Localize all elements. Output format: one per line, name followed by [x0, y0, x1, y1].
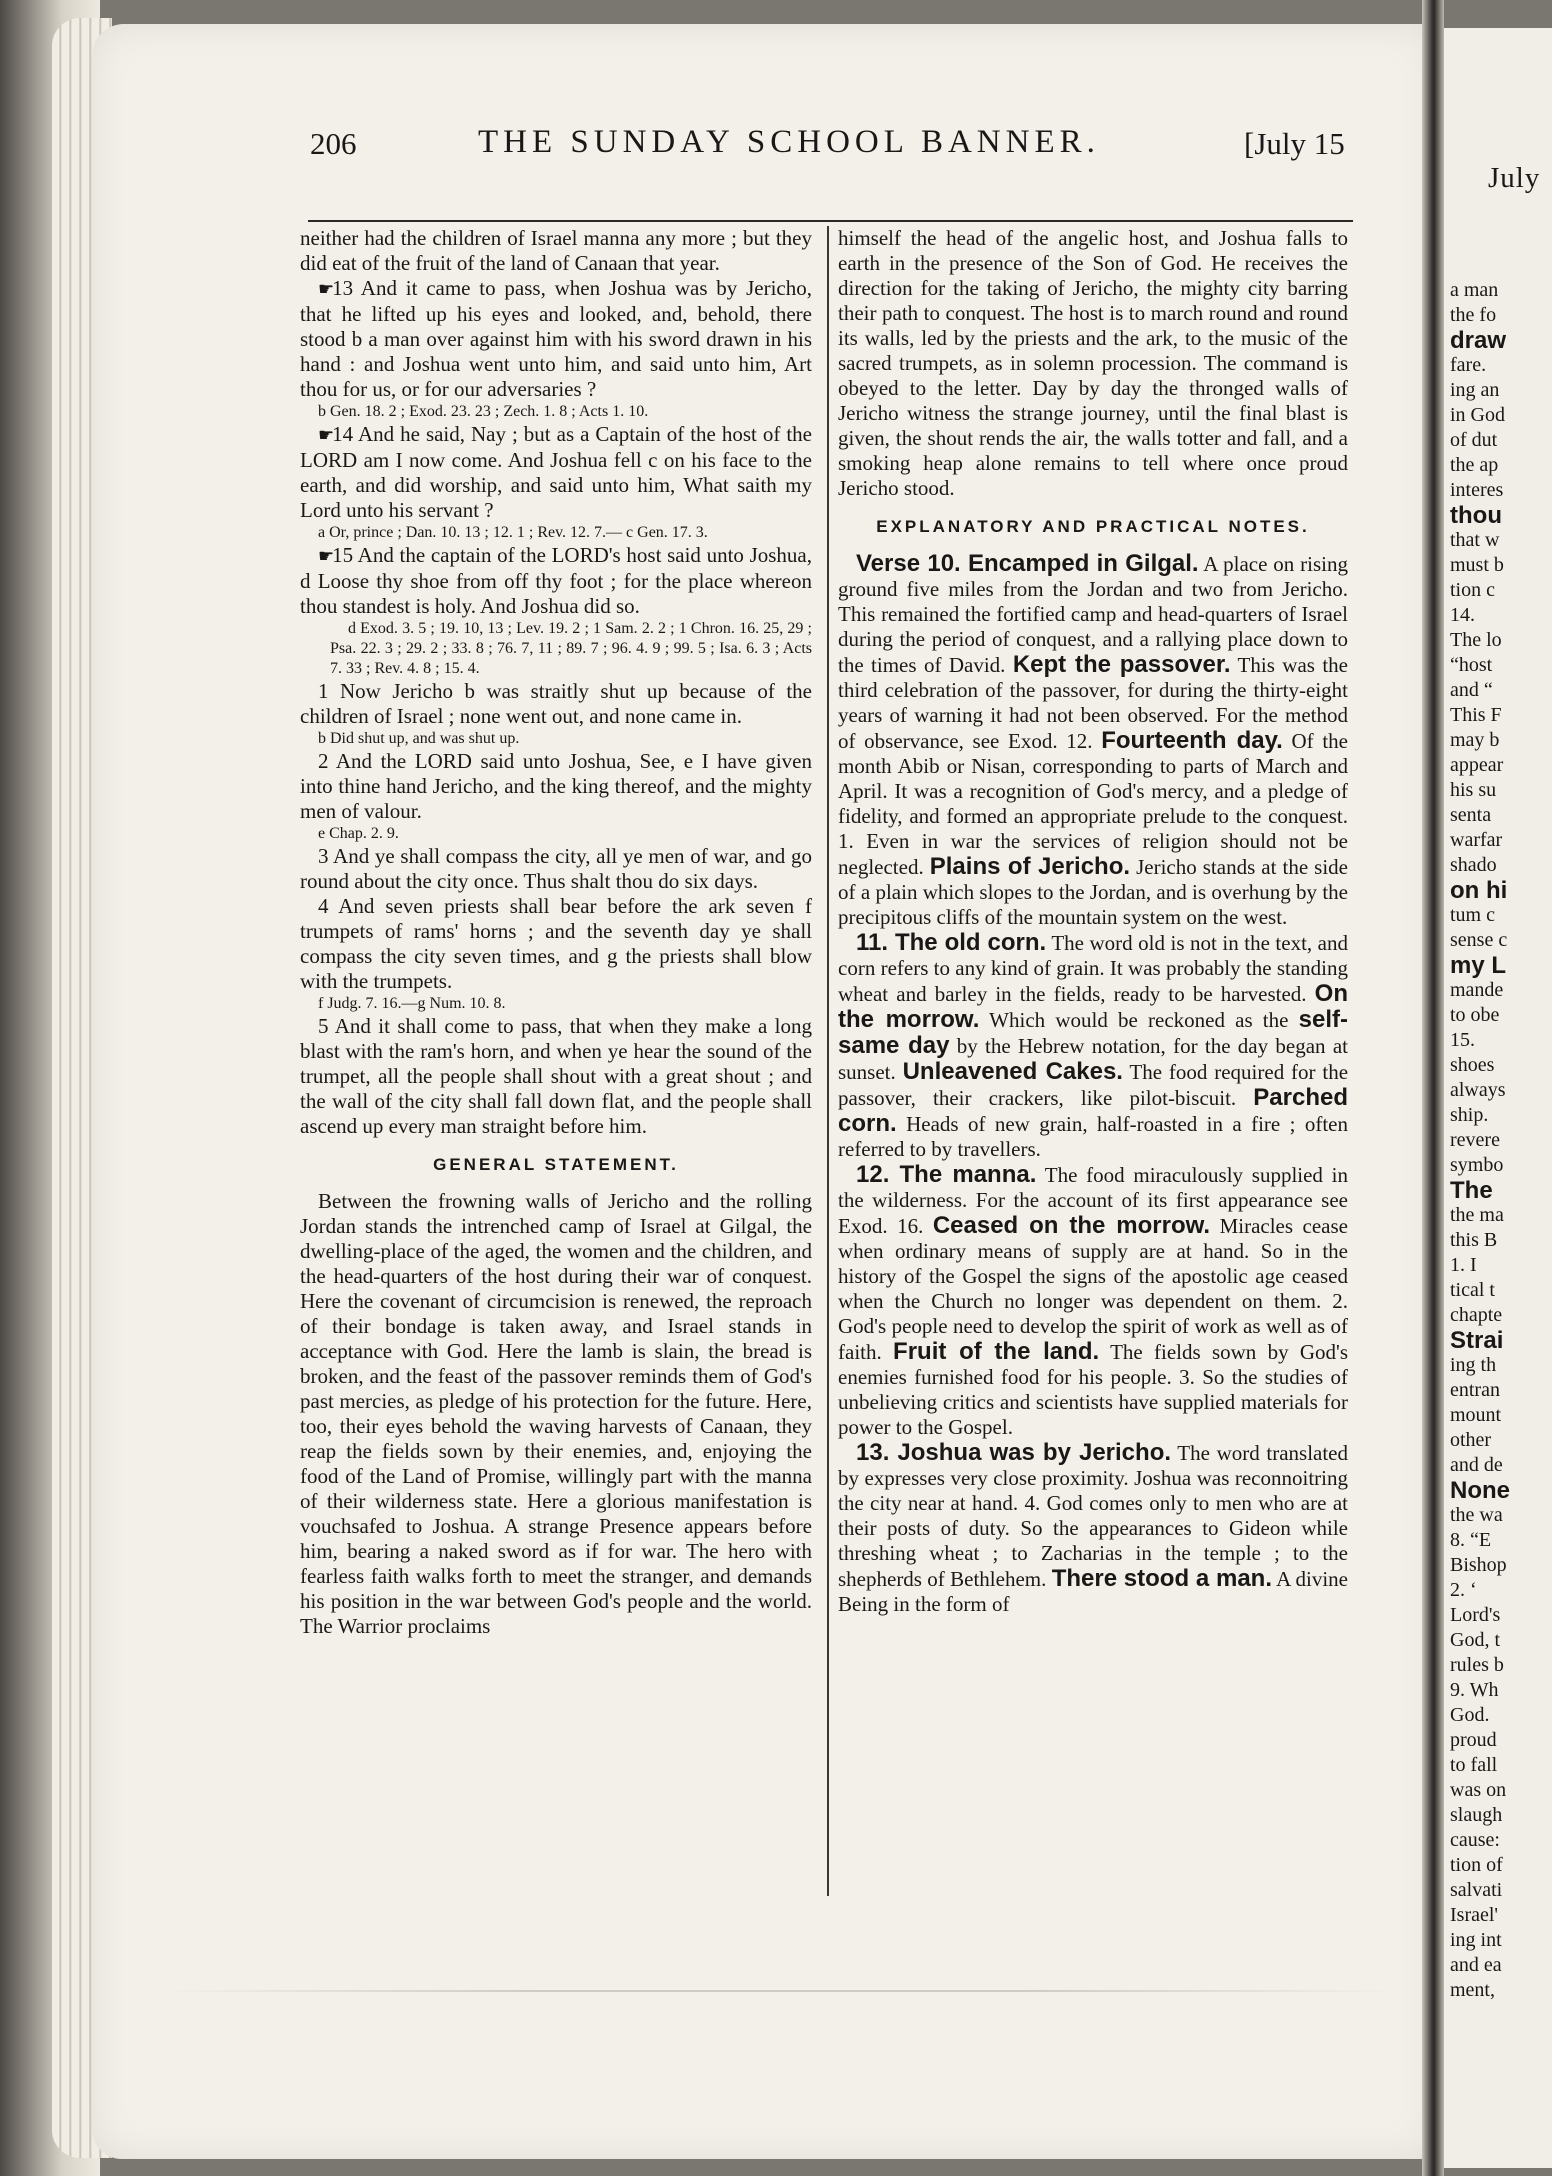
next-page-line: tion c [1450, 579, 1495, 601]
next-page-line: ship. [1450, 1104, 1489, 1126]
next-page-line: 1. I [1450, 1254, 1477, 1276]
next-page-line: ing an [1450, 379, 1500, 401]
note-verse-10: Verse 10. Encamped in Gilgal. A place on rising ground five miles from the Jordan and two from Jericho. This remained the fortified camp and head-quarters of Israel during the period of conquest, and a rallying place down to the times of David. Kept the passover. This was the third celebration of the passover, for during the thirty-eight years of warning it had not been observed. For the method of observance, see Exod. 12. Fourteenth day. Of the month Abib or Nisan, corresponding to parts of March and April. It was a recognition of God's mercy, and a pledge of fidelity, and formed an appropriate prelude to the conquest. 1. Even in war the services of religion should not be neglected. Plains of Jericho. Jericho stands at the side of a plain which slopes to the Jordan, and is overhung by the precipitous cliffs of the mountain system on the west. [838, 550, 1349, 929]
next-page-line: this B [1450, 1229, 1498, 1251]
next-page-line: symbo [1450, 1154, 1504, 1176]
next-page-line: was on [1450, 1779, 1507, 1801]
next-page-line: and “ [1450, 679, 1493, 701]
general-statement-continued: himself the head of the angelic host, and Joshua falls to earth in the presence of the Son of God. He receives the direction for the taking of Jericho, the mighty city barring their path to conquest. The host is to march round and round its walls, led by the priests and the ark, to the music of the sacred trumpets, as in solemn procession. The command is obeyed to the letter. Day by day the thronged walls of Jericho witness the strange journey, until the final blast is given, the shout rends the air, the walls totter and fall, and a smoking heap alone remains to tell where once proud Jericho stood. [838, 226, 1348, 500]
right-column [838, 226, 1348, 1906]
next-page-line: The lo [1450, 629, 1502, 651]
next-page-line: ment, [1450, 1979, 1495, 2001]
next-page-line: appear [1450, 754, 1504, 776]
reference-1: b Did shut up, and was shut up. [318, 730, 520, 747]
keyword: Unleavened Cakes. [902, 1058, 1123, 1085]
chapter6-verse-4: 4 And seven priests shall bear before the ark seven f trumpets of rams' horns ; and the seventh day ye shall compass the city seven times, and g the priests shall blow with the trumpets. [300, 894, 812, 993]
next-page-line: his su [1450, 779, 1497, 801]
next-page-header: July [1488, 162, 1541, 194]
next-page-line: other [1450, 1429, 1492, 1451]
column-divider [827, 226, 829, 1896]
next-page-line: a man [1450, 279, 1499, 301]
chapter6-verse-3: 3 And ye shall compass the city, all ye men of war, and go round about the city once. Thus shalt thou do six days. [300, 844, 812, 893]
next-page-line: chapte [1450, 1304, 1503, 1326]
reference-4: f Judg. 7. 16.—g Num. 10. 8. [318, 995, 506, 1012]
keyword: Parched corn. [838, 1084, 1348, 1137]
note-verse-12: 12. The manna. The food miraculously supplied in the wilderness. For the account of its first appearance see Exod. 16. Ceased on the morrow. Miracles cease when ordinary means of supply are at hand. So in the history of the Gospel the signs of the apostolic age ceased when the Church no longer was dependent on them. 2. God's people need to develop the spirit of work as well as of faith. Fruit of the land. The fields sown by God's enemies furnished food for his people. 3. So the studies of unbelieving critics and scientists have supplied materials for power to the Gospel. [838, 1161, 1349, 1439]
next-page-line: tum c [1450, 904, 1495, 926]
keyword: Kept the passover. [1012, 651, 1231, 678]
next-page-line: may b [1450, 729, 1500, 751]
keyword: Plains of Jericho. [929, 853, 1131, 880]
keyword: There stood a man. [1051, 1565, 1272, 1592]
next-page-line: Bishop [1450, 1554, 1507, 1576]
next-page-line: tion of [1450, 1854, 1503, 1876]
header-rule [308, 220, 1353, 222]
next-page-line: must b [1450, 554, 1504, 576]
verse-14: ☛14 And he said, Nay ; but as a Captain of the host of the LORD am I now come. And Joshua fell c on his face to the earth, and did worship, and said unto him, What saith my Lord unto his servant ? [300, 422, 812, 522]
next-page-line: revere [1450, 1129, 1500, 1151]
next-page-line: None [1450, 1477, 1510, 1504]
next-page [1444, 28, 1552, 2168]
next-page-line: “host [1450, 654, 1493, 676]
next-page-line: mount [1450, 1404, 1502, 1426]
note-verse-13: 13. Joshua was by Jericho. The word translated by expresses very close proximity. Joshua was reconnoitring the city near at hand. 4. God comes only to men who are at their posts of duty. So the appearances to Gideon while threshing wheat ; to Zacharias in the temple ; to the shepherds of Bethlehem. There stood a man. A divine Being in the form of [838, 1439, 1349, 1616]
next-page-line: the wa [1450, 1504, 1503, 1526]
general-statement-heading: GENERAL STATEMENT. [433, 1155, 679, 1174]
reference-2: e Chap. 2. 9. [318, 825, 399, 842]
next-page-line: entran [1450, 1379, 1500, 1401]
next-page-line: and de [1450, 1454, 1503, 1476]
next-page-line: 2. ‘ [1450, 1579, 1477, 1601]
next-page-line: The [1450, 1177, 1493, 1204]
next-page-line: tical t [1450, 1279, 1495, 1301]
next-page-line: draw [1450, 327, 1507, 354]
next-page-line: 9. Wh [1450, 1679, 1499, 1701]
next-page-line: interes [1450, 479, 1504, 501]
chapter6-verse-5: 5 And it shall come to pass, that when they make a long blast with the ram's horn, and when ye hear the sound of the trumpet, all the people shall shout with a great shout ; and the wall of the city shall fall down flat, and the people shall ascend up every man straight before him. [300, 1014, 812, 1138]
next-page-line: my L [1450, 952, 1507, 979]
left-column [300, 226, 812, 1906]
next-page-line: mande [1450, 979, 1504, 1001]
next-page-line: in God [1450, 404, 1505, 426]
next-page-line: Lord's [1450, 1604, 1501, 1626]
page-number: 206 [310, 126, 357, 161]
notes-heading: EXPLANATORY AND PRACTICAL NOTES. [876, 517, 1310, 536]
next-page-line: that w [1450, 529, 1500, 551]
next-page-line: the ap [1450, 454, 1499, 476]
next-page-line: sense c [1450, 929, 1508, 951]
next-page-line: senta [1450, 804, 1492, 826]
book-gutter [1422, 0, 1444, 2176]
next-page-line: proud [1450, 1729, 1497, 1751]
keyword: Fruit of the land. [893, 1338, 1100, 1365]
next-page-line: Strai [1450, 1327, 1504, 1354]
page-shadow [160, 1990, 1400, 1992]
keyword: Verse 10. Encamped in Gilgal. [856, 550, 1199, 577]
chapter6-verse-2: 2 And the LORD said unto Joshua, See, e I have given into thine hand Jericho, and the king thereof, and the mighty men of valour. [300, 749, 812, 823]
reference-14: a Or, prince ; Dan. 10. 13 ; 12. 1 ; Rev. 12. 7.— c Gen. 17. 3. [318, 524, 708, 541]
next-page-line: 8. “E [1450, 1529, 1492, 1551]
next-page-line: Israel' [1450, 1904, 1499, 1926]
next-page-line: the fo [1450, 304, 1497, 326]
note-verse-11: 11. The old corn. The word old is not in the text, and corn refers to any kind of grain. It was probably the standing wheat and barley in the fields, ready to be harvested. On the morrow. Which would be reckoned as the self-same day by the Hebrew notation, for the day began at sunset. Unleavened Cakes. The food required for the passover, their crackers, like pilot-biscuit. Parched corn. Heads of new grain, half-roasted in a fire ; often referred to by travellers. [838, 929, 1349, 1161]
next-page-line: ing int [1450, 1929, 1502, 1951]
next-page-line: always [1450, 1079, 1506, 1101]
next-page-line: God. [1450, 1704, 1490, 1726]
next-page-line: and ea [1450, 1954, 1502, 1976]
next-page-line: the ma [1450, 1204, 1504, 1226]
keyword: self-same day [838, 1006, 1349, 1059]
general-statement: Between the frowning walls of Jericho and the rolling Jordan stands the intrenched camp of Israel at Gilgal, the dwelling-place of the aged, the women and the children, and the head-quarters of the host during their war of conquest. Here the covenant of circumcision is renewed, the reproach of their bondage is taken away, and Israel stands in acceptance with God. Here the lamb is slain, the bread is broken, and the feast of the passover reminds them of God's past mercies, as pledge of his protection for the future. Here, too, their eyes behold the waving harvests of Canaan, they reap the fields sown by their enemies, and, enjoying the food of the Land of Promise, willingly part with the manna of their wilderness state. Here a glorious manifestation is vouchsafed to Joshua. A strange Presence appears before him, bearing a naked sword as if for war. The hero with fearless faith walks forth to meet the stranger, and demands his position in the war between God's people and the world. The Warrior proclaims [300, 1189, 812, 1638]
keyword: 13. Joshua was by Jericho. [856, 1439, 1172, 1466]
running-title: THE SUNDAY SCHOOL BANNER. [478, 124, 1100, 160]
header-date: [July 15 [1244, 126, 1345, 161]
keyword: Ceased on the morrow. [932, 1212, 1211, 1239]
reference-13: b Gen. 18. 2 ; Exod. 23. 23 ; Zech. 1. 8 ; Acts 1. 10. [318, 403, 649, 420]
next-page-line: shado [1450, 854, 1497, 876]
next-page-line: thou [1450, 502, 1502, 529]
verse-13: ☛13 And it came to pass, when Joshua was by Jericho, that he lifted up his eyes and looked, and, behold, there stood b a man over against him with his sword drawn in his hand : and Joshua went unto him, and said unto him, Art thou for us, or for our adversaries ? [300, 276, 812, 401]
next-page-line: of dut [1450, 429, 1498, 451]
keyword: 11. The old corn. [856, 929, 1047, 956]
next-page-line: God, t [1450, 1629, 1500, 1651]
next-page-line: ing th [1450, 1354, 1497, 1376]
verse-15: ☛15 And the captain of the LORD's host said unto Joshua, d Loose thy shoe from off thy foot ; for the place whereon thou standest is holy. And Joshua did so. [300, 543, 812, 618]
next-page-line: shoes [1450, 1054, 1495, 1076]
next-page-line: on hi [1450, 877, 1508, 904]
keyword: Fourteenth day. [1101, 727, 1283, 754]
next-page-line: fare. [1450, 354, 1487, 376]
next-page-line: slaugh [1450, 1804, 1503, 1826]
pointing-hand-icon: ☛ [318, 279, 333, 299]
next-page-fragment [1444, 278, 1552, 2001]
next-page-line: 14. [1450, 604, 1475, 626]
reference-15: d Exod. 3. 5 ; 19. 10, 13 ; Lev. 19. 2 ; 1 Sam. 2. 2 ; 1 Chron. 16. 25, 29 ; Psa. 22. 3 ; 29. 2 ; 33. 8 ; 76. 7, 11 ; 89. 7 ; 96. 4. 9 ; 99. 5 ; Isa. 6. 3 ; Acts 7. 33 ; Rev. 4. 8 ; 15. 4. [330, 620, 812, 677]
next-page-line: 15. [1450, 1029, 1475, 1051]
next-page-line: to obe [1450, 1004, 1500, 1026]
next-page-line: cause: [1450, 1829, 1500, 1851]
pointing-hand-icon: ☛ [318, 425, 333, 445]
next-page-line: salvati [1450, 1879, 1503, 1901]
scripture-paragraph: neither had the children of Israel manna any more ; but they did eat of the fruit of the land of Canaan that year. [300, 226, 812, 275]
keyword: On the morrow. [838, 980, 1348, 1033]
keyword: 12. The manna. [856, 1161, 1037, 1188]
next-page-line: warfar [1450, 829, 1503, 851]
next-page-line: rules b [1450, 1654, 1504, 1676]
chapter6-verse-1: 1 Now Jericho b was straitly shut up because of the children of Israel ; none went out, and none came in. [300, 679, 812, 728]
pointing-hand-icon: ☛ [318, 546, 333, 566]
next-page-line: to fall [1450, 1754, 1498, 1776]
page-header [300, 122, 1350, 172]
next-page-line: This F [1450, 704, 1502, 726]
